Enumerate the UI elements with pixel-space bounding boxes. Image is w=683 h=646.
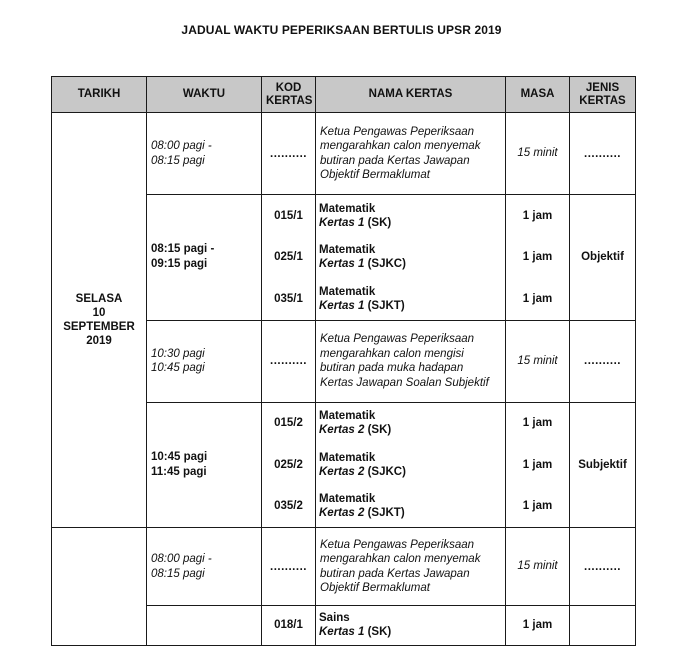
time-end: 09:15 pagi [151,258,208,271]
header-masa: MASA [506,77,570,113]
time-cell [147,606,262,646]
time-start: 08:00 pagi - [151,140,212,152]
table-row [52,113,636,195]
jenis-cell: Subjektif [570,402,636,528]
paper-subject: Matematik [319,493,376,506]
time-cell [147,113,262,195]
masa-cell: 15 minit [506,528,570,606]
instruction-note [316,528,506,606]
paper-type: (SJKC) [367,258,406,271]
header-kod-kertas [262,77,316,113]
paper-type: (SJKC) [367,465,406,478]
instruction-note [316,320,506,402]
paper-subject: Matematik [319,285,376,298]
date-day: SELASA [75,293,123,305]
time-cell [147,402,262,528]
header-row [52,77,636,113]
paper-type: (SK) [367,626,392,638]
note-line: butiran pada muka hadapan [320,362,464,374]
time-cell [147,320,262,402]
masa-value: 1 jam [522,458,553,471]
paper-names [316,195,506,321]
kod-value: 025/1 [274,251,303,264]
note-line: butiran pada Kertas Jawapan [320,567,470,580]
masa-value: 1 jam [522,251,553,264]
time-start: 10:45 pagi [151,450,208,463]
header-kod-line1: KOD [275,81,302,94]
jenis-cell [570,606,636,646]
masa-value: 1 jam [522,209,553,222]
header-tarikh: TARIKH [52,77,147,113]
note-line: mengarahkan calon mengisi [320,347,464,360]
jenis-cell: Objektif [570,195,636,321]
paper-type: (SK) [367,424,392,437]
jenis-placeholder: .......... [570,113,636,195]
document-title: JADUAL WAKTU PEPERIKSAAN BERTULIS UPSR 2019 [181,23,502,37]
paper-number: Kertas 1 [319,216,365,229]
exam-timetable [51,76,636,646]
paper-names [316,606,506,646]
note-line: mengarahkan calon menyemak [320,553,481,565]
masa-value: 1 jam [506,606,570,646]
paper-type: (SK) [367,216,392,229]
paper-subject: Matematik [319,410,376,423]
note-line: butiran pada Kertas Jawapan [320,154,470,167]
masa-cell: 15 minit [506,113,570,195]
masa-cell [506,402,570,528]
header-kod-line2: KERTAS [266,94,313,107]
kod-value: 015/1 [274,209,303,222]
date-cell-empty [52,528,147,646]
kod-value: 025/2 [274,458,303,471]
table-row [52,528,636,606]
header-jenis-line2: KERTAS [579,94,626,107]
kod-placeholder: .......... [262,320,316,402]
time-start: 10:30 pagi [151,347,205,360]
note-line: Objektif Bermaklumat [320,169,430,181]
paper-number: Kertas 2 [319,465,365,478]
kod-placeholder: .......... [262,113,316,195]
paper-number: Kertas 1 [319,626,365,638]
time-end: 11:45 pagi [151,465,207,478]
paper-subject: Matematik [319,244,376,257]
time-end: 08:15 pagi [151,567,205,580]
date-month: SEPTEMBER [63,321,135,333]
paper-subject: Matematik [319,451,376,464]
kod-value: 018/1 [262,606,316,646]
masa-value: 1 jam [522,417,553,430]
kod-value: 015/2 [274,417,303,430]
kod-value: 035/1 [274,292,303,305]
note-line: Ketua Pengawas Peperiksaan [320,333,475,345]
note-line: Kertas Jawapan Soalan Subjektif [320,376,489,389]
masa-value: 1 jam [522,292,553,305]
date-cell [52,113,147,528]
paper-number: Kertas 2 [319,424,365,437]
header-nama-kertas: NAMA KERTAS [316,77,506,113]
jenis-placeholder: .......... [570,528,636,606]
paper-number: Kertas 2 [319,507,365,520]
note-line: mengarahkan calon menyemak [320,140,481,152]
paper-number: Kertas 1 [319,258,365,271]
time-end: 08:15 pagi [151,154,205,167]
time-end: 10:45 pagi [151,362,205,374]
time-start: 08:00 pagi - [151,553,212,565]
time-cell [147,528,262,606]
note-line: Objektif Bermaklumat [320,582,430,594]
paper-subject: Matematik [319,202,376,215]
kod-cell [262,195,316,321]
masa-value: 1 jam [522,500,553,513]
kod-value: 035/2 [274,500,303,513]
masa-cell [506,195,570,321]
jenis-placeholder: .......... [570,320,636,402]
date-year: 2019 [86,335,112,347]
instruction-note [316,113,506,195]
time-start: 08:15 pagi - [151,243,215,256]
paper-subject: Sains [319,612,350,624]
header-jenis-line1: JENIS [585,81,620,94]
time-cell [147,195,262,321]
paper-type: (SJKT) [367,507,405,520]
header-jenis-kertas [570,77,636,113]
date-number: 10 [92,307,106,319]
paper-type: (SJKT) [367,299,405,312]
kod-placeholder: .......... [262,528,316,606]
header-waktu: WAKTU [147,77,262,113]
note-line: Ketua Pengawas Peperiksaan [320,125,475,138]
paper-number: Kertas 1 [319,299,365,312]
kod-cell [262,402,316,528]
masa-cell: 15 minit [506,320,570,402]
note-line: Ketua Pengawas Peperiksaan [320,538,475,551]
paper-names [316,402,506,528]
